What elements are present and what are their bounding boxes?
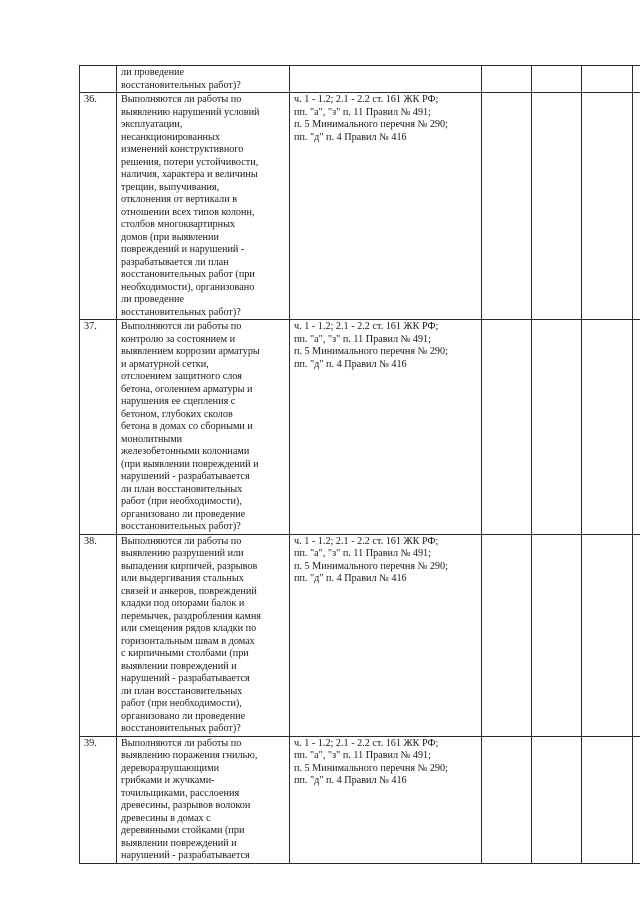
- answer-cell-no[interactable]: [532, 534, 582, 736]
- row-number: 39.: [84, 737, 97, 749]
- answer-cell-yes[interactable]: [482, 93, 532, 320]
- question-text: Выполняются ли работы по контролю за состоянием и выявлением коррозии арматуры и арматурной сетки, отслоением защитного слоя бетона, оголением арматуры и нарушения ее сцепления с бетоном, глубоких сколов бетона в домах со сборными и монолитными железобетонными колоннами (при выявлении повреждений и нарушений - разрабатывается ли план восстановительных работ (при необходимости), организовано ли проведение восстановительных работ)?: [121, 321, 260, 532]
- table-row: [80, 736, 640, 863]
- answer-cell-yes[interactable]: [482, 320, 532, 535]
- checklist-body: [80, 66, 640, 864]
- row-number-cell: [80, 66, 117, 93]
- reference-cell: [290, 534, 482, 736]
- answer-cell-yes[interactable]: [482, 66, 532, 93]
- answer-cell-no[interactable]: [532, 66, 582, 93]
- table-row: [80, 66, 640, 93]
- reference-text: ч. 1 - 1.2; 2.1 - 2.2 ст. 161 ЖК РФ; пп. "а", "з" п. 11 Правил № 491; п. 5 Минимального перечня № 290; пп. "д" п. 4 Правил № 416: [294, 321, 448, 370]
- question-text: Выполняются ли работы по выявлению нарушений условий эксплуатации, несанкционированных изменений конструктивного решения, потери устойчивости, наличия, характера и величины трещин, выпучивания, отклонения от вертикали в отношении всех типов колонн, столбов многоквартирных домов (при выявлении повреждений и нарушений - разрабатывается ли план восстановительных работ (при необходимости), организовано ли проведение восстановительных работ)?: [121, 94, 260, 318]
- question-cell: [117, 320, 290, 535]
- question-text: Выполняются ли работы по выявлению поражения гнилью, дереворазрушающими грибками и жучками- точильщиками, расслоения древесины, разрывов волокон древесины в домах с деревянными стойками (при выявлении повреждений и нарушений - разрабатывается: [121, 737, 258, 861]
- answer-cell-na[interactable]: [582, 66, 633, 93]
- question-cell: [117, 93, 290, 320]
- question-text: ли проведение восстановительных работ)?: [121, 67, 241, 91]
- note-cell[interactable]: [633, 736, 640, 863]
- reference-cell: [290, 736, 482, 863]
- reference-cell: [290, 93, 482, 320]
- answer-cell-na[interactable]: [582, 320, 633, 535]
- row-number-cell: [80, 320, 117, 535]
- answer-cell-no[interactable]: [532, 320, 582, 535]
- note-cell[interactable]: [633, 93, 640, 320]
- answer-cell-na[interactable]: [582, 93, 633, 320]
- question-cell: [117, 534, 290, 736]
- question-cell: [117, 736, 290, 863]
- answer-cell-no[interactable]: [532, 93, 582, 320]
- answer-cell-na[interactable]: [582, 736, 633, 863]
- table-row: [80, 320, 640, 535]
- reference-text: ч. 1 - 1.2; 2.1 - 2.2 ст. 161 ЖК РФ; пп. "а", "з" п. 11 Правил № 491; п. 5 Минимального перечня № 290; пп. "д" п. 4 Правил № 416: [294, 535, 448, 584]
- row-number-cell: [80, 93, 117, 320]
- checklist-table: [79, 65, 640, 864]
- note-cell[interactable]: [633, 320, 640, 535]
- note-cell[interactable]: [633, 534, 640, 736]
- row-number: 36.: [84, 94, 97, 105]
- reference-cell: [290, 320, 482, 535]
- answer-cell-no[interactable]: [532, 736, 582, 863]
- row-number-cell: [80, 534, 117, 736]
- table-row: [80, 534, 640, 736]
- answer-cell-na[interactable]: [582, 534, 633, 736]
- question-cell: [117, 66, 290, 93]
- reference-text: ч. 1 - 1.2; 2.1 - 2.2 ст. 161 ЖК РФ; пп. "а", "з" п. 11 Правил № 491; п. 5 Минимального перечня № 290; пп. "д" п. 4 Правил № 416: [294, 737, 448, 786]
- question-text: Выполняются ли работы по выявлению разрушений или выпадения кирпичей, разрывов или выдергивания стальных связей и анкеров, повреждений кладки под опорами балок и перемычек, раздробления камня или смещения рядов кладки по горизонтальным швам в домах с кирпичными столбами (при выявлении повреждений и нарушений - разрабатывается ли план восстановительных работ (при необходимости), организовано ли проведение восстановительных работ)?: [121, 535, 261, 734]
- row-number: 37.: [84, 321, 97, 332]
- answer-cell-yes[interactable]: [482, 534, 532, 736]
- reference-cell: [290, 66, 482, 93]
- note-cell[interactable]: [633, 66, 640, 93]
- table-row: [80, 93, 640, 320]
- row-number-cell: [80, 736, 117, 863]
- answer-cell-yes[interactable]: [482, 736, 532, 863]
- reference-text: ч. 1 - 1.2; 2.1 - 2.2 ст. 161 ЖК РФ; пп. "а", "з" п. 11 Правил № 491; п. 5 Минимального перечня № 290; пп. "д" п. 4 Правил № 416: [294, 94, 448, 143]
- row-number: 38.: [84, 535, 97, 547]
